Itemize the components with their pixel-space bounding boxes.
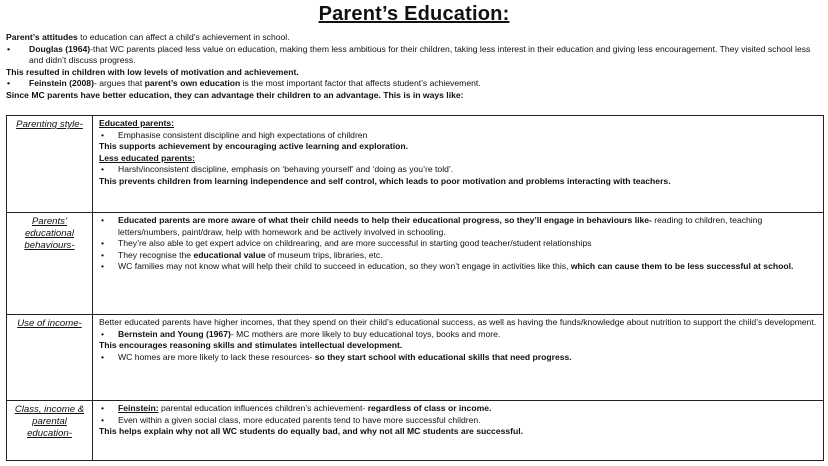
table-row	[7, 116, 824, 213]
table-row	[7, 401, 824, 461]
bullet-icon: •	[101, 328, 105, 339]
list-item: • They recognise the educational value of museum trips, libraries, etc.	[101, 249, 383, 260]
list-item: • Educated parents are more aware of what their child needs to help their educational progress, so they’ll engage in behaviours like- reading to children, teaching letters/numbers, paint/draw, help with homework and be actively involved in schooling.	[101, 215, 763, 237]
intro-mc-line: Since MC parents have better education, they can advantage their children to an advantage. This is in ways like:	[6, 89, 464, 100]
douglas-citation: Douglas (1964)	[29, 43, 91, 54]
row-content	[93, 213, 824, 315]
bullet-icon: •	[101, 261, 105, 272]
bullet-icon: •	[101, 215, 105, 225]
page-title: Parent’s Education:	[318, 3, 510, 25]
attitudes-term: Parent’s attitudes	[6, 32, 78, 42]
bullet-icon: •	[101, 351, 105, 362]
bullet-icon: •	[101, 414, 105, 425]
intro-section	[6, 32, 824, 102]
row-content: Educated parents: • Emphasise consistent discipline and high expectations of children This supports achievement by encouraging active learning and exploration. Less educated parents: • Harsh/inconsistent discipline, emphasis on ‘behaving yourself’ and ‘doing as you’re told’. This prevents children from learning independence and self control, which leads to poor motivation and problems interacting with teachers.	[93, 116, 824, 213]
list-item: • Harsh/inconsistent discipline, emphasis on ‘behaving yourself’ and ‘doing as you’re told’.	[101, 164, 454, 175]
row-heading: Parenting style-	[7, 116, 93, 213]
intro-bullet-douglas: • Douglas (1964)-that WC parents placed less value on education, making them less ambitious for their children, taking less interest in their education and giving less encouragement. They visited school less and didn’t discuss progress.	[7, 43, 811, 66]
table-row	[7, 315, 824, 401]
list-item: • Feinstein: parental education influences children’s achievement- regardless of class or income.	[101, 403, 492, 413]
list-item: • They’re also able to get expert advice on childrearing, and are more successful in starting good teacher/student relationships	[101, 238, 592, 249]
feinstein-citation: Feinstein (2008)	[29, 78, 94, 89]
row-heading: Class, income & parental education-	[7, 401, 93, 461]
row-heading: Parents’ educational behaviours-	[7, 213, 93, 315]
bullet-icon: •	[101, 238, 105, 249]
education-table	[6, 115, 824, 461]
bullet-icon: •	[101, 249, 105, 260]
row-content: Better educated parents have higher incomes, that they spend on their child’s educational success, as well as having the funds/knowledge about nutrition to support the child’s development. • Bernstein and Young (1967)- MC mothers are more likely to buy educational toys, books and more. This encourages reasoning skills and stimulates intellectual development. • WC homes are more likely to lack these resources- so they start school with educational skills that need progress.	[93, 315, 824, 401]
bullet-icon: •	[101, 164, 105, 175]
row-heading: Use of income-	[7, 315, 93, 401]
list-item: • WC families may not know what will help their child to succeed in education, so they won’t engage in activities like this, which can cause them to be less successful at school.	[101, 261, 794, 272]
row-content: • Feinstein: parental education influences children’s achievement- regardless of class or income. • Even within a given social class, more educated parents tend to have more successful children. This helps explain why not all WC students do equally bad, and why not all MC students are successful.	[93, 401, 824, 461]
intro-result: This resulted in children with low levels of motivation and achievement.	[6, 66, 299, 77]
list-item: • Even within a given social class, more educated parents tend to have more successful children.	[101, 414, 481, 425]
bullet-icon: •	[7, 43, 11, 54]
list-item: • WC homes are more likely to lack these resources- so they start school with educational skills that need progress.	[101, 351, 572, 362]
list-item: • Bernstein and Young (1967)- MC mothers are more likely to buy educational toys, books and more.	[101, 328, 501, 339]
table-row	[7, 213, 824, 315]
intro-line-attitudes: Parent’s attitudes to education can affect a child’s achievement in school.	[6, 32, 290, 42]
intro-bullet-feinstein: • Feinstein (2008)- argues that parent’s own education is the most important factor that affects student’s achievement.	[7, 78, 481, 89]
bullet-icon: •	[101, 129, 105, 140]
bullet-icon: •	[101, 403, 105, 413]
list-item: • Emphasise consistent discipline and high expectations of children	[101, 129, 368, 140]
bullet-icon: •	[7, 78, 11, 89]
